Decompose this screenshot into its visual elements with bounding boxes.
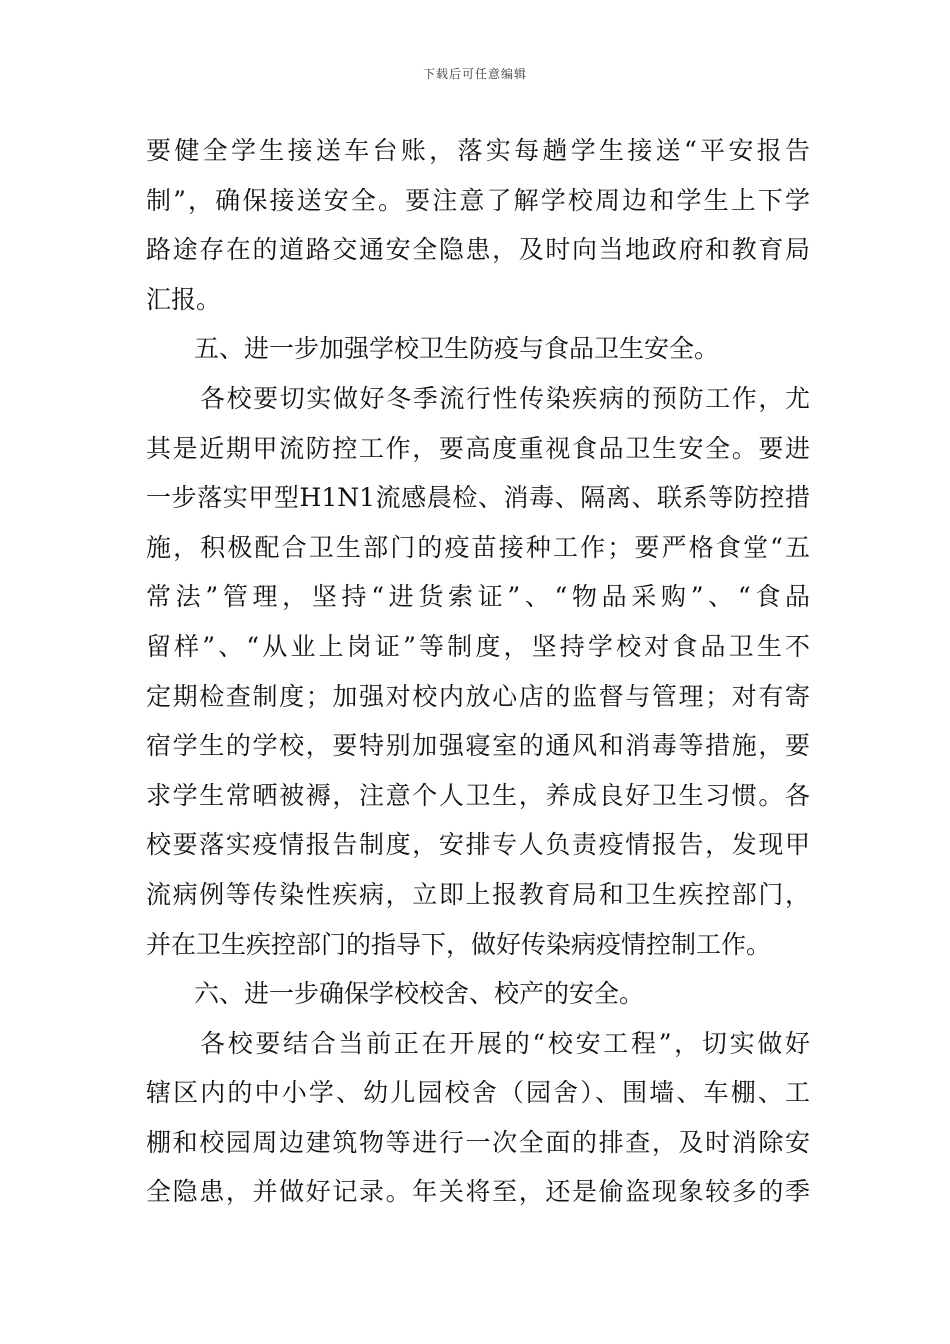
text-line: 定期检查制度；加强对校内放心店的监督与管理；对有寄 bbox=[146, 681, 810, 711]
text-line: 棚和校园周边建筑物等进行一次全面的排查，及时消除安 bbox=[146, 1127, 810, 1157]
section-heading-5: 五、进一步加强学校卫生防疫与食品卫生安全。 bbox=[194, 334, 720, 364]
paragraph-first-line: 各校要结合当前正在开展的“校安工程”，切实做好 bbox=[200, 1028, 810, 1058]
text-line: 其是近期甲流防控工作，要高度重视食品卫生安全。要进 bbox=[146, 433, 810, 463]
text-line: 校要落实疫情报告制度，安排专人负责疫情报告，发现甲 bbox=[146, 830, 810, 860]
text-line: 施，积极配合卫生部门的疫苗接种工作；要严格食堂“五 bbox=[146, 532, 810, 562]
paragraph-first-line: 各校要切实做好冬季流行性传染疾病的预防工作，尤 bbox=[200, 383, 810, 413]
document-body bbox=[146, 126, 810, 1217]
text-line: 路途存在的道路交通安全隐患，及时向当地政府和教育局 bbox=[146, 235, 810, 265]
text-line: 辖区内的中小学、幼儿园校舍（园舍）、围墙、车棚、工 bbox=[146, 1078, 810, 1108]
text-line: 全隐患，并做好记录。年关将至，还是偷盗现象较多的季 bbox=[146, 1177, 810, 1207]
section-heading-6: 六、进一步确保学校校舍、校产的安全。 bbox=[194, 979, 645, 1009]
text-line: 一步落实甲型H1N1流感晨检、消毒、隔离、联系等防控措 bbox=[146, 483, 810, 513]
text-line: 并在卫生疾控部门的指导下，做好传染病疫情控制工作。 bbox=[146, 929, 772, 959]
page-header-note: 下载后可任意编辑 bbox=[422, 67, 527, 81]
text-line: 求学生常晒被褥，注意个人卫生，养成良好卫生习惯。各 bbox=[146, 780, 810, 810]
text-line: 留样”、“从业上岗证”等制度，坚持学校对食品卫生不 bbox=[146, 631, 810, 661]
text-line: 流病例等传染性疾病，立即上报教育局和卫生疾控部门， bbox=[146, 879, 810, 909]
text-line: 汇报。 bbox=[146, 284, 222, 314]
text-line: 要健全学生接送车台账，落实每趟学生接送“平安报告 bbox=[146, 136, 810, 165]
text-line: 常法”管理，坚持“进货索证”、“物品采购”、“食品 bbox=[146, 582, 810, 612]
text-line: 制”，确保接送安全。要注意了解学校周边和学生上下学 bbox=[146, 185, 810, 215]
text-line: 宿学生的学校，要特别加强寝室的通风和消毒等措施，要 bbox=[146, 731, 810, 761]
